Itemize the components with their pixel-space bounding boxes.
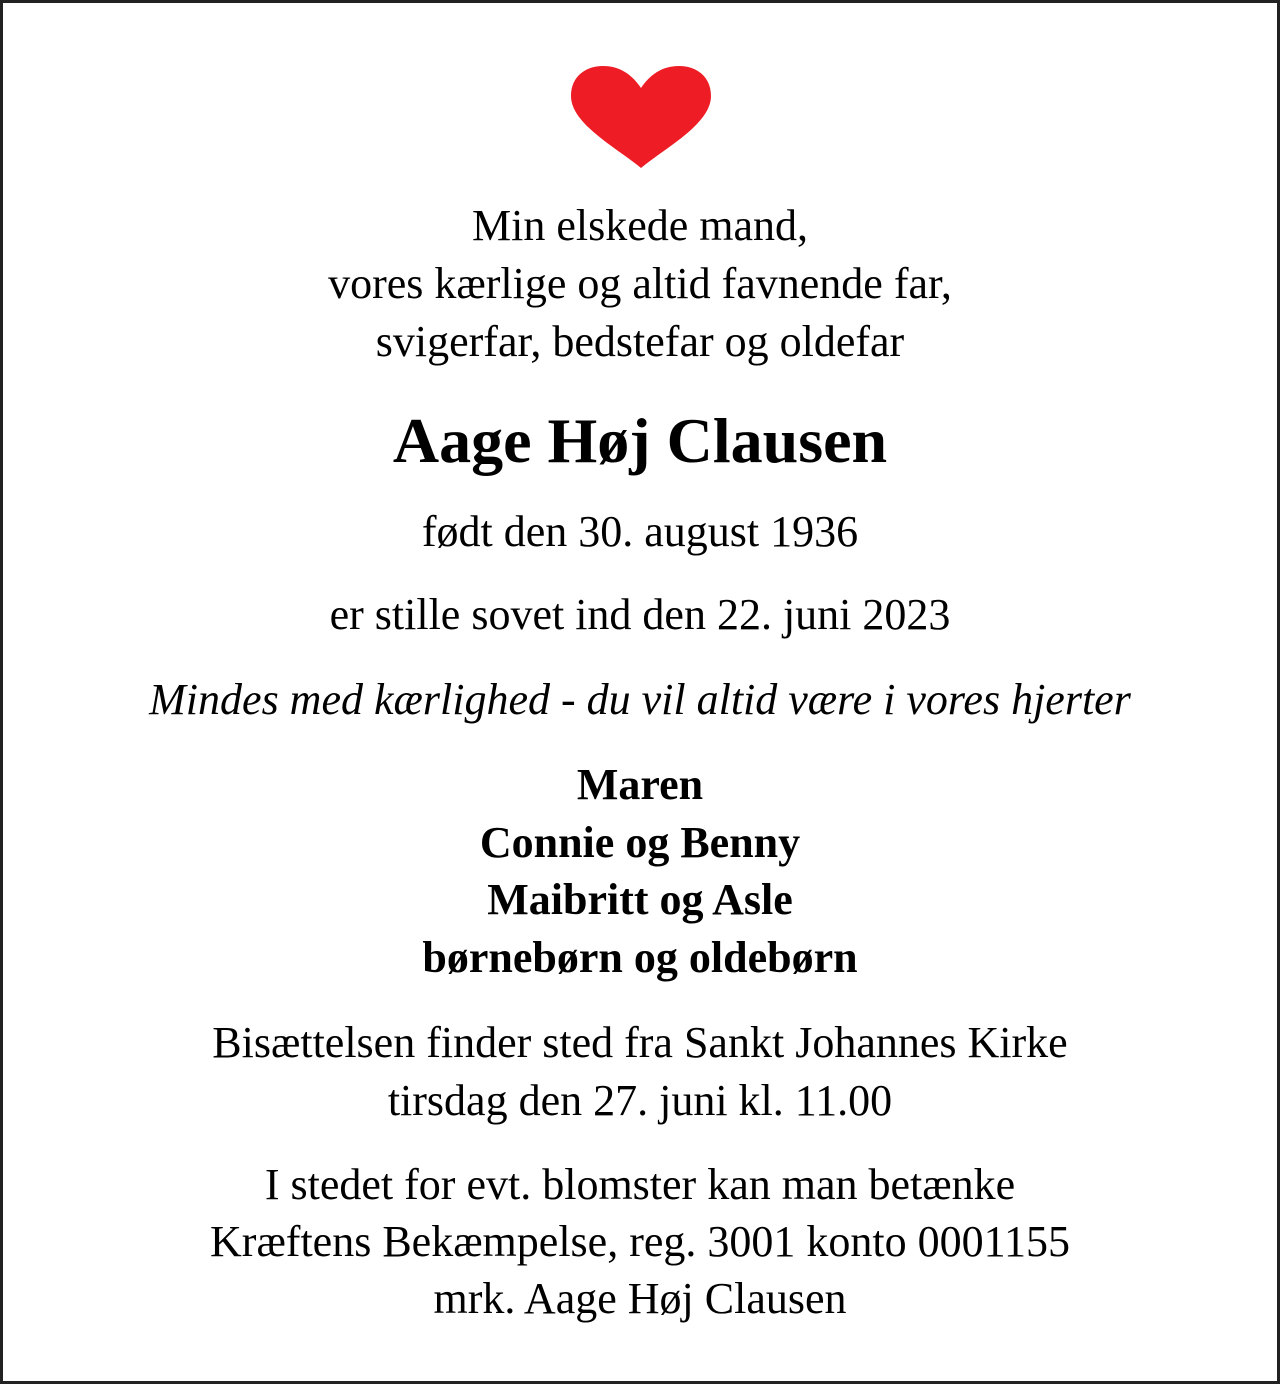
death-date: er stille sovet ind den 22. juni 2023 <box>329 590 951 639</box>
birth-date: født den 30. august 1936 <box>421 507 859 556</box>
memorial-quote: Mindes med kærlighed - du vil altid være i vores hjerter <box>149 675 1131 724</box>
donation-line-2: Kræftens Bekæmpelse, reg. 3001 konto 0001155 <box>210 1217 1070 1266</box>
family-line-4: børnebørn og oldebørn <box>422 933 858 982</box>
deceased-name: Aage Høj Clausen <box>392 405 888 476</box>
family-line-1: Maren <box>576 760 704 809</box>
funeral-line-2: tirsdag den 27. juni kl. 11.00 <box>387 1076 893 1125</box>
donation-line-1: I stedet for evt. blomster kan man betænke <box>264 1160 1016 1209</box>
funeral-line-1: Bisættelsen finder sted fra Sankt Johannes Kirke <box>212 1018 1068 1067</box>
intro-line-1: Min elskede mand, <box>471 201 809 250</box>
intro-line-2: vores kærlige og altid favnende far, <box>328 259 952 308</box>
family-line-2: Connie og Benny <box>479 818 801 867</box>
intro-line-3: svigerfar, bedstefar og oldefar <box>375 317 905 366</box>
donation-line-3: mrk. Aage Høj Clausen <box>433 1274 847 1323</box>
heart-icon <box>567 62 715 172</box>
family-line-3: Maibritt og Asle <box>487 875 793 924</box>
